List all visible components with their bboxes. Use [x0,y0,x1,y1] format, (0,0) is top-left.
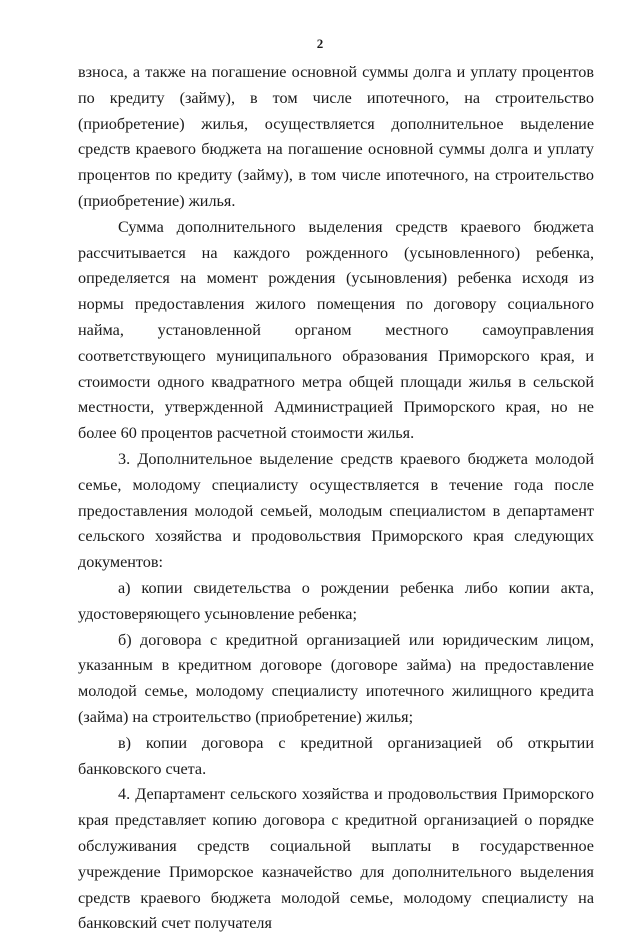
page-number: 2 [316,36,324,51]
paragraph-item-3a: а) копии свидетельства о рождении ребенка либо копии акта, удостоверяющего усыновление ребенка; [78,578,594,623]
paragraph-continuation: взноса, а также на погашение основной суммы долга и уплату процентов по кредиту (займу), в том числе ипотечного, на строительство (приобретение) жилья, осуществляется дополнительное выделение средств краевого бюджета на погашение основной суммы долга и уплату процентов по кредиту (займу), в том числе ипотечного, на строительство (приобретение) жилья. [78,63,594,210]
paragraph-item-4: 4. Департамент сельского хозяйства и продовольствия Приморского края представляет копию договора с кредитной организацией о порядке обслуживания средств социальной выплаты в государственное учреждение Приморское казначейство для дополнительного выделения средств краевого бюджета молодой семье, молодому специалисту на банковский счет получателя [78,785,594,933]
paragraph-item-3: 3. Дополнительное выделение средств краевого бюджета молодой семье, молодому специалисту осуществляется в течение года после предоставления молодой семьей, молодым специалистом в департамент сельского хозяйства и продовольствия Приморского края следующих документов: [78,449,594,572]
paragraph-subsidy-amount: Сумма дополнительного выделения средств краевого бюджета рассчитывается на каждого рожденного (усыновленного) ребенка, определяется на момент рождения (усыновления) ребенка исходя из нормы предоставления жилого помещения по договору социального найма, установленной органом местного самоуправления соответствующего муниципального образования Приморского края, и стоимости одного квадратного метра общей площади жилья в сельской местности, утвержденной Администрацией Приморского края, но не более 60 процентов расчетной стоимости жилья. [78,217,594,443]
document-body [78,60,594,937]
paragraph-item-3c: в) копии договора с кредитной организацией об открытии банковского счета. [78,733,594,778]
paragraph-item-3b: б) договора с кредитной организацией или юридическим лицом, указанным в кредитном договоре (договоре займа) на предоставление молодой семье, молодому специалисту ипотечного жилищного кредита (займа) на строительство (приобретение) жилья; [78,630,594,726]
